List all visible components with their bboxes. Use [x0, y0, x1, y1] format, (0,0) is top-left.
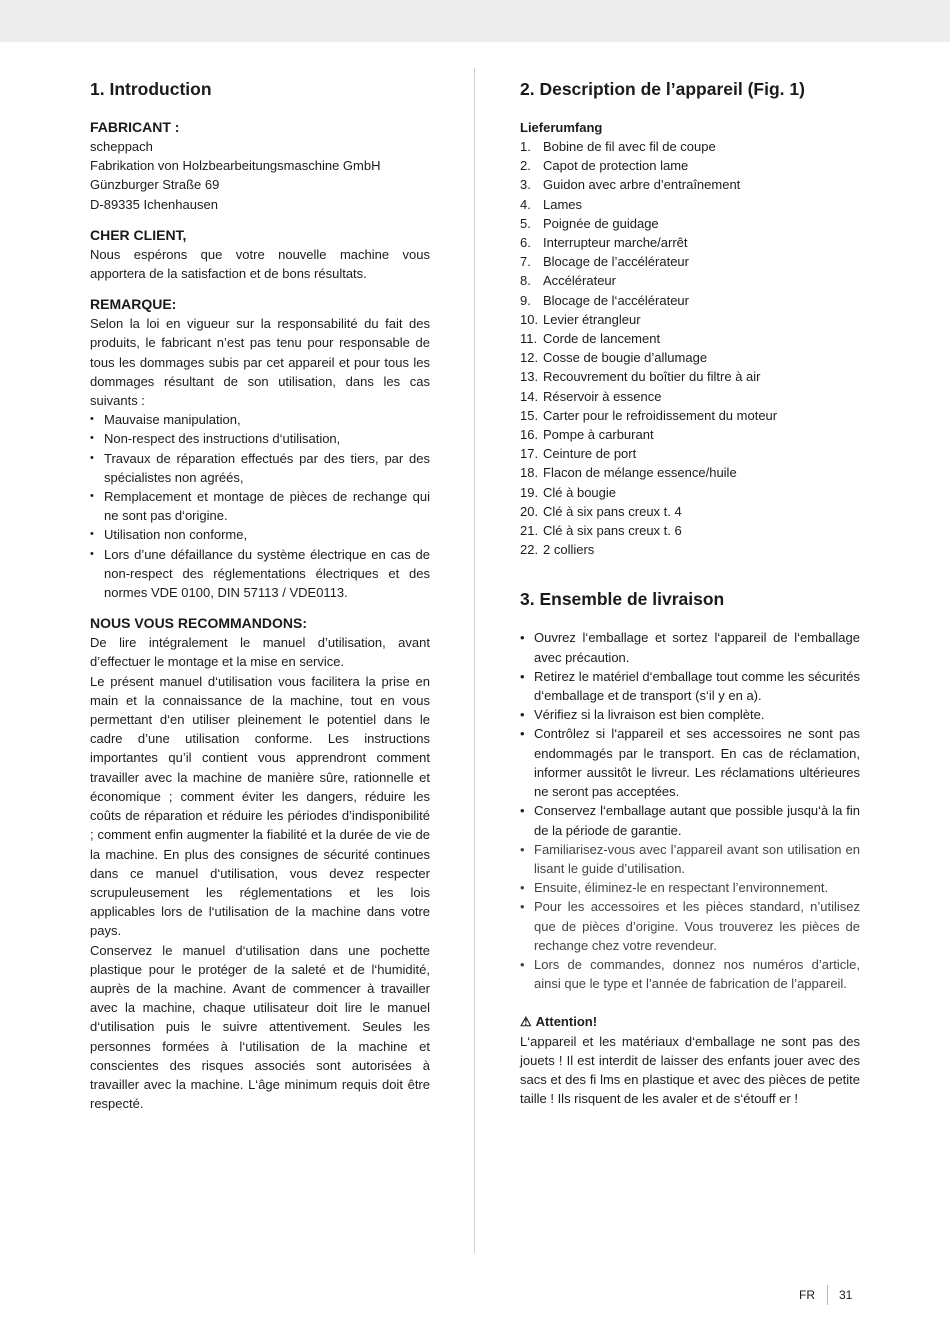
column-divider	[474, 68, 475, 1253]
list-item: 6. Interrupteur marche/arrêt	[520, 235, 688, 251]
list-item: • Vérifiez si la livraison est bien complète.	[520, 705, 860, 724]
list-item: 10. Levier étrangleur	[520, 311, 641, 327]
list-item: 14. Réservoir à essence	[520, 388, 662, 404]
list-item: 8. Accélérateur	[520, 273, 616, 289]
intro-title: 1. Introduction	[90, 79, 212, 99]
description-title: 2. Description de l’appareil (Fig. 1)	[520, 79, 805, 99]
attention-text: L‘appareil et les matériaux d‘emballage ne sont pas des jouets ! Il est interdit de laisser des enfants jouer avec des sacs et des fi lms en plastique et avec des pièces de petite taille ! Ils risquent de les avaler et de s‘étouff er !	[520, 1033, 860, 1107]
list-item: • Contrôlez si l‘appareil et ses accessoires ne sont pas endommagés par le transport. En cas de réclamation, informer aussitôt le livreur. Les réclamations ultérieures ne seront pas acceptées.	[520, 724, 860, 801]
client-text: Nous espérons que votre nouvelle machine vous apportera de la satisfaction et de bons résultats.	[90, 246, 430, 282]
list-item: 5. Poignée de guidage	[520, 215, 659, 231]
fabricant-address	[90, 137, 430, 214]
remarque-heading: REMARQUE:	[90, 296, 177, 313]
list-item: 22. 2 colliers	[520, 542, 595, 558]
language-code: FR	[799, 1288, 815, 1302]
fabricant-line: Günzburger Straße 69	[90, 177, 220, 193]
list-item: 20. Clé à six pans creux t. 4	[520, 503, 682, 519]
list-item: 17. Ceinture de port	[520, 446, 637, 462]
ensemble-title: 3. Ensemble de livraison	[520, 589, 725, 610]
list-item: • Retirez le matériel d‘emballage tout comme les sécurités d‘emballage et de transport (s‘il y en a).	[520, 667, 860, 705]
right-column	[520, 78, 860, 1108]
list-item: 13. Recouvrement du boîtier du filtre à air	[520, 369, 761, 385]
list-item: • Mauvaise manipulation,	[90, 410, 430, 429]
footer-separator	[827, 1285, 828, 1305]
list-item: 19. Clé à bougie	[520, 484, 616, 500]
remarque-text: Selon la loi en vigueur sur la responsabilité du fait des produits, le fabricant n’est pas tenu pour responsable de tous les dommages subis par cet appareil et pour tous les dommages résultant de son utilisation, dans les cas suivants :	[90, 316, 430, 409]
recommand-heading: NOUS VOUS RECOMMANDONS:	[90, 615, 308, 632]
list-item: 2. Capot de protection lame	[520, 158, 689, 174]
page-footer	[799, 1285, 852, 1305]
list-item: 18. Flacon de mélange essence/huile	[520, 465, 737, 481]
list-item: 15. Carter pour le refroidissement du moteur	[520, 407, 778, 423]
list-item: 21. Clé à six pans creux t. 6	[520, 523, 682, 539]
list-item: • Utilisation non conforme,	[90, 525, 430, 544]
parts-list	[520, 137, 860, 559]
list-item: • Lors d’une défaillance du système électrique en cas de non-respect des réglementations électriques et des normes VDE 0100, DIN 57113 / VDE0113.	[90, 545, 430, 603]
attention-heading	[520, 1012, 860, 1031]
fabricant-line: Fabrikation von Holzbearbeitungsmaschine GmbH	[90, 158, 381, 174]
list-item: 9. Blocage de l‘accélérateur	[520, 292, 689, 308]
attention-label: Attention!	[535, 1014, 598, 1030]
list-item: 3. Guidon avec arbre d’entraînement	[520, 177, 741, 193]
list-item: • Travaux de réparation effectués par des tiers, par des spécialistes non agréés,	[90, 449, 430, 487]
fabricant-line: scheppach	[90, 139, 153, 154]
recommand-paragraph: De lire intégralement le manuel d’utilisation, avant d’effectuer le montage et la mise en service.	[90, 635, 430, 670]
list-item: 16. Pompe à carburant	[520, 427, 654, 443]
recommand-paragraph: Conservez le manuel d‘utilisation dans une pochette plastique pour le protéger de la saleté et de l‘humidité, auprès de la machine. Avant de commencer à travailler avec la machine, chaque utilisateur doit lire le manuel d‘utilisation puis le suivre attentivement. Seules les personnes formées à l‘utilisation de la machine et conscientes des risques associés sont autorisées à travailler avec la machine. L‘âge minimum requis doit être respecté.	[90, 942, 430, 1112]
remarque-list	[90, 410, 430, 602]
list-item: • Conservez l‘emballage autant que possible jusqu‘à la fin de la période de garantie.	[520, 801, 860, 839]
list-item: 1. Bobine de fil avec fil de coupe	[520, 139, 716, 154]
recommand-paragraph: Le présent manuel d‘utilisation vous facilitera la prise en main et la connaissance de la machine, tout en vous permettant d‘en utiliser pleinement le potentiel dans le cadre d’une utilisation conforme. Les instructions importantes qu’il contient vous apprendront comment travailler avec la machine de manière sûre, rationnelle et économique ; comment éviter les dangers, réduire les coûts de réparation et réduire les périodes d’indisponibilité ; comment enfin augmenter la fiabilité et la durée de vie de la machine. En plus des consignes de sécurité continues dans ce manuel d‘utilisation, vous devez respecter scrupuleusement les réglementations et les lois applicables lors de l‘utilisation de la machine dans votre pays.	[90, 673, 430, 939]
left-column	[90, 78, 430, 1113]
list-item: 7. Blocage de l’accélérateur	[520, 254, 689, 270]
list-item: • Ouvrez l‘emballage et sortez l‘appareil de l‘emballage avec précaution.	[520, 628, 860, 666]
page-number: 31	[839, 1288, 853, 1302]
list-item: • Lors de commandes, donnez nos numéros d’article, ainsi que le type et l’année de fabrication de l’appareil.	[520, 955, 860, 993]
client-heading: CHER CLIENT,	[90, 226, 187, 243]
top-band	[0, 0, 950, 42]
list-item: • Ensuite, éliminez-le en respectant l’environnement.	[520, 878, 860, 897]
warning-icon: ⚠	[520, 1014, 532, 1030]
list-item: • Pour les accessoires et les pièces standard, n’utilisez que de pièces d’origine. Vous trouverez les pièces de rechange chez votre revendeur.	[520, 897, 860, 955]
list-item: 11. Corde de lancement	[520, 331, 661, 347]
ensemble-list	[520, 628, 860, 993]
list-item: • Non-respect des instructions d‘utilisation,	[90, 429, 430, 448]
list-item: 12. Cosse de bougie d’allumage	[520, 350, 708, 366]
list-item: • Familiarisez-vous avec l’appareil avant son utilisation en lisant le guide d’utilisation.	[520, 840, 860, 878]
fabricant-heading: FABRICANT :	[90, 119, 180, 135]
lieferumfang-heading: Lieferumfang	[520, 120, 603, 135]
list-item: • Remplacement et montage de pièces de rechange qui ne sont pas d‘origine.	[90, 487, 430, 525]
list-item: 4. Lames	[520, 196, 583, 212]
fabricant-line: D-89335 Ichenhausen	[90, 196, 218, 212]
